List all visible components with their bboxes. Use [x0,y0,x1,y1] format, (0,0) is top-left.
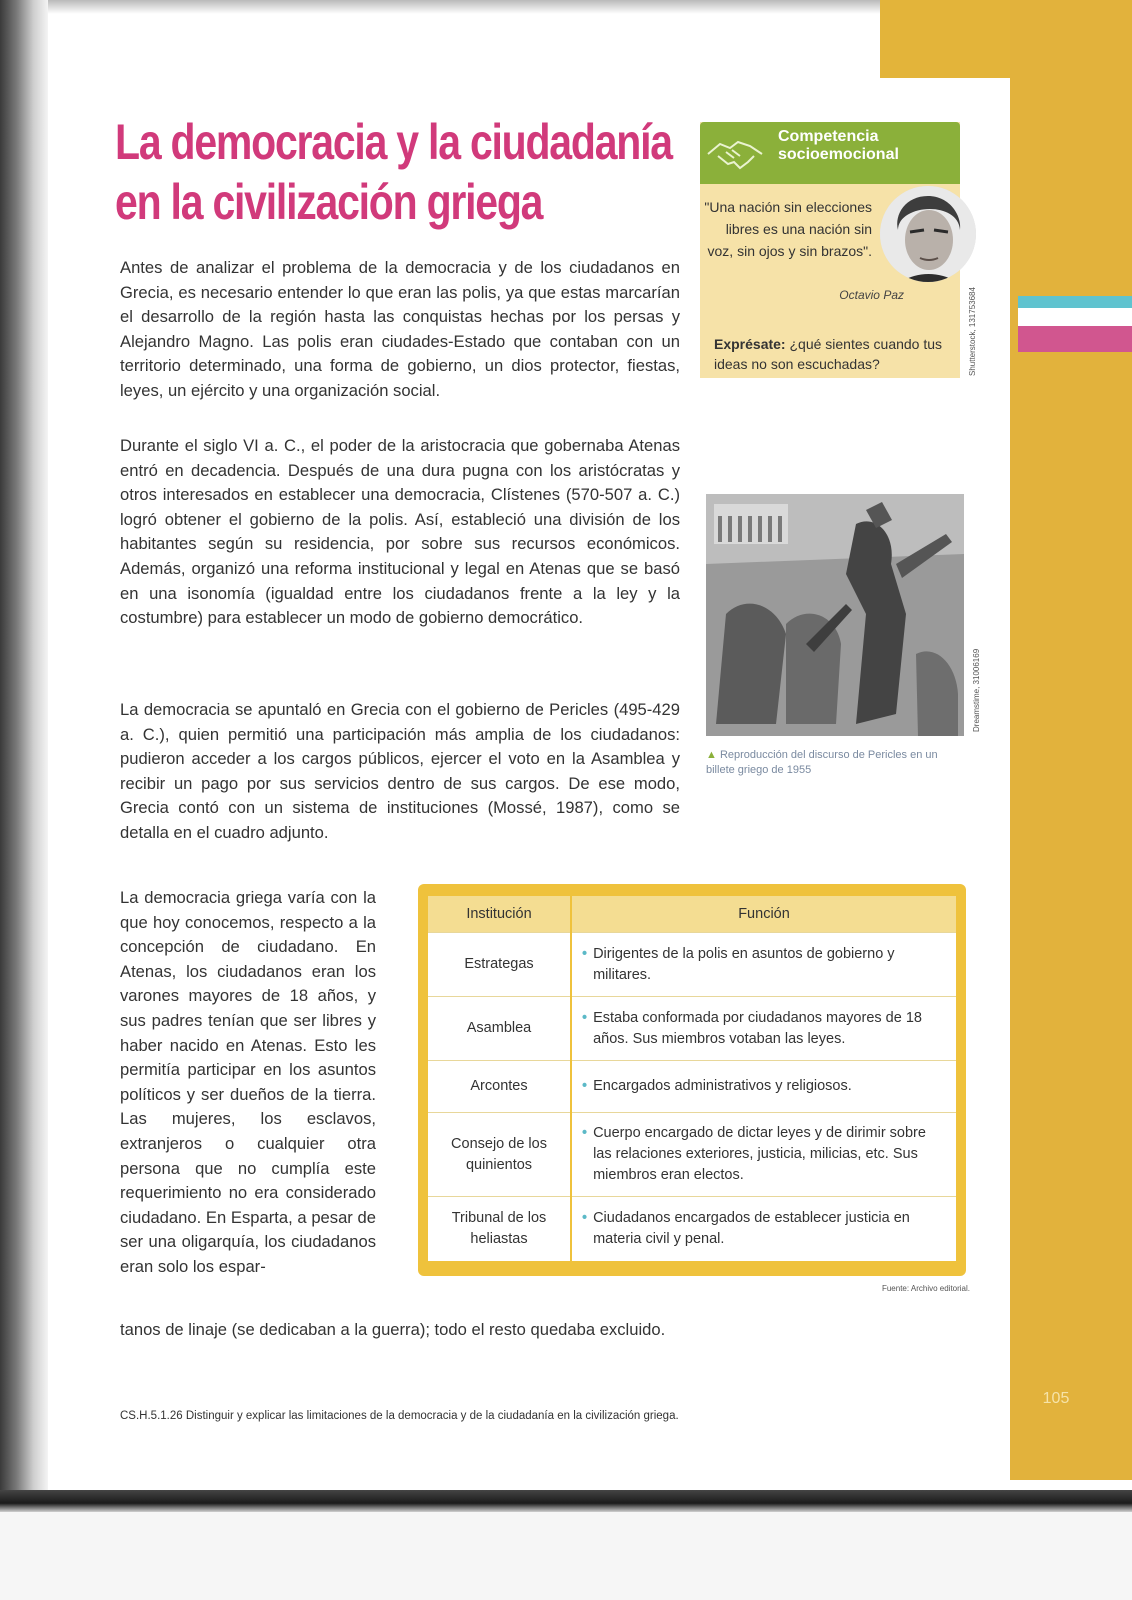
scan-background [0,1512,1132,1600]
function-cell [571,997,956,1061]
competencia-prompt [714,334,944,374]
table-header-row [428,896,956,933]
pericles-banknote-image [706,494,964,736]
bullet-icon: • [582,945,588,962]
table-row [428,1197,956,1261]
yellow-side-band [1010,0,1132,1480]
table-row [428,933,956,997]
white-tab [1018,308,1132,326]
institutions-table [428,896,956,1261]
book-binding [0,0,48,1508]
institution-cell: Tribunal de los heliastas [428,1197,571,1261]
function-cell [571,1061,956,1113]
function-text: Dirigentes de la polis en asuntos de gobierno y militares. [593,945,895,983]
table-row [428,1061,956,1113]
prompt-text: ¿qué sientes cuando tus ideas no son escuchadas? [714,336,943,372]
institution-cell: Asamblea [428,997,571,1061]
institution-cell: Arcontes [428,1061,571,1113]
photo-credit-banknote: Dreamstime, 31006169 [972,648,981,732]
curriculum-footer: CS.H.5.1.26 Distinguir y explicar las limitaciones de la democracia y de la ciudadanía en la civilización griega. [120,1410,679,1422]
photo-credit-paz: Shutterstock, 131753684 [968,287,977,376]
function-text: Encargados administrativos y religiosos. [593,1078,852,1094]
prompt-label: Exprésate: [714,336,786,352]
paragraph-ciudadania: La democracia griega varía con la que hoy conocemos, respecto a la concepción de ciudadano. En Atenas, los ciudadanos eran los varones mayores de 18 años, y sus padres tenían que ser libres y haber nacido en Atenas. Esto les permitía participar en los asuntos políticos y ser dueños de la tierra. Las mujeres, los esclavos, extranjeros o cualquier otra persona que no cumplía este requerimiento no era considerado ciudadano. En Esparta, a pesar de ser una oligarquía, los ciudadanos eran solo los espar- [120,888,376,1276]
table-row [428,997,956,1061]
paragraph-ciudadania-continued: tanos de linaje (se dedicaban a la guerra); todo el resto quedaba excluido. [120,1320,666,1339]
function-cell [571,933,956,997]
header-function: Función [571,896,956,933]
table-row [428,1113,956,1197]
institution-cell: Consejo de los quinientos [428,1113,571,1197]
cyan-tab [1018,296,1132,308]
header-institution: Institución [428,896,571,933]
paragraph-clistenes: Durante el siglo VI a. C., el poder de la aristocracia que gobernaba Atenas entró en decadencia. Después de una dura pugna con los aristócratas y otros interesados en establecer una democracia, Clístenes (570-507 a. C.) logró obtener el gobierno de la polis. Así, estableció una división de los habitantes según su residencia, por sobre sus recursos económicos. Además, organizó una reforma institucional y legal en Atenas que se basó en una isonomía (igualdad entre los ciudadanos frente a la ley y la costumbre) para establecer un modo de gobierno democrático. [120,436,680,628]
pink-tab [1018,326,1132,352]
competencia-quote: "Una nación sin elecciones libres es una nación sin voz, sin ojos y sin brazos". [704,199,872,259]
yellow-corner-band [880,0,1020,78]
paragraph-polis: Antes de analizar el problema de la democracia y de los ciudadanos en Grecia, es necesario entender lo que eran las polis, ya que estas marcarían el desarrollo de la región hasta las conquistas hechas por los persas y Alejandro Magno. Las polis eran ciudades-Estado que contaban con un territorio determinado, una forma de gobierno, un dios protector, fiestas, leyes, un ejército y una organización social. [120,258,680,400]
function-cell [571,1197,956,1261]
institution-cell: Estrategas [428,933,571,997]
bullet-icon: • [582,1078,588,1094]
function-text: Ciudadanos encargados de establecer justicia en materia civil y penal. [593,1209,910,1247]
function-text: Cuerpo encargado de dictar leyes y de dirimir sobre las relaciones exteriores, justicia, milicias, etc. Sus miembros eran electos. [593,1125,926,1183]
caption-triangle-icon: ▲ [706,749,720,761]
bullet-icon: • [582,1125,588,1141]
octavio-paz-portrait [880,186,976,282]
page-title [115,112,673,232]
table-source: Fuente: Archivo editorial. [881,1284,970,1293]
paragraph-pericles: La democracia se apuntaló en Grecia con el gobierno de Pericles (495-429 a. C.), quien permitió una participación más amplia de los ciudadanos: pudieron acceder a los cargos públicos, ejercer el voto en la Asamblea y recibir un pago por sus servicios dentro de sus cargos. De ese modo, Grecia contó con un sistema de instituciones (Mossé, 1987), como se detalla en el cuadro adjunto. [120,700,680,842]
page-number: 105 [1042,1390,1070,1407]
function-cell [571,1113,956,1197]
title-line-1: La democracia y la ciudadanía [115,114,672,170]
caption-text: Reproducción del discurso de Pericles en un billete griego de 1955 [706,749,938,776]
image-caption [706,748,966,778]
bullet-icon: • [582,1209,588,1226]
function-text: Estaba conformada por ciudadanos mayores de 18 años. Sus miembros votaban las leyes. [593,1009,922,1047]
title-line-2: en la civilización griega [115,174,543,230]
handshake-icon [704,132,766,176]
competencia-title: Competencia socioemocional [778,128,899,163]
competencia-author: Octavio Paz [839,288,904,302]
page-bottom-edge [0,1490,1132,1512]
bullet-icon: • [582,1009,588,1026]
